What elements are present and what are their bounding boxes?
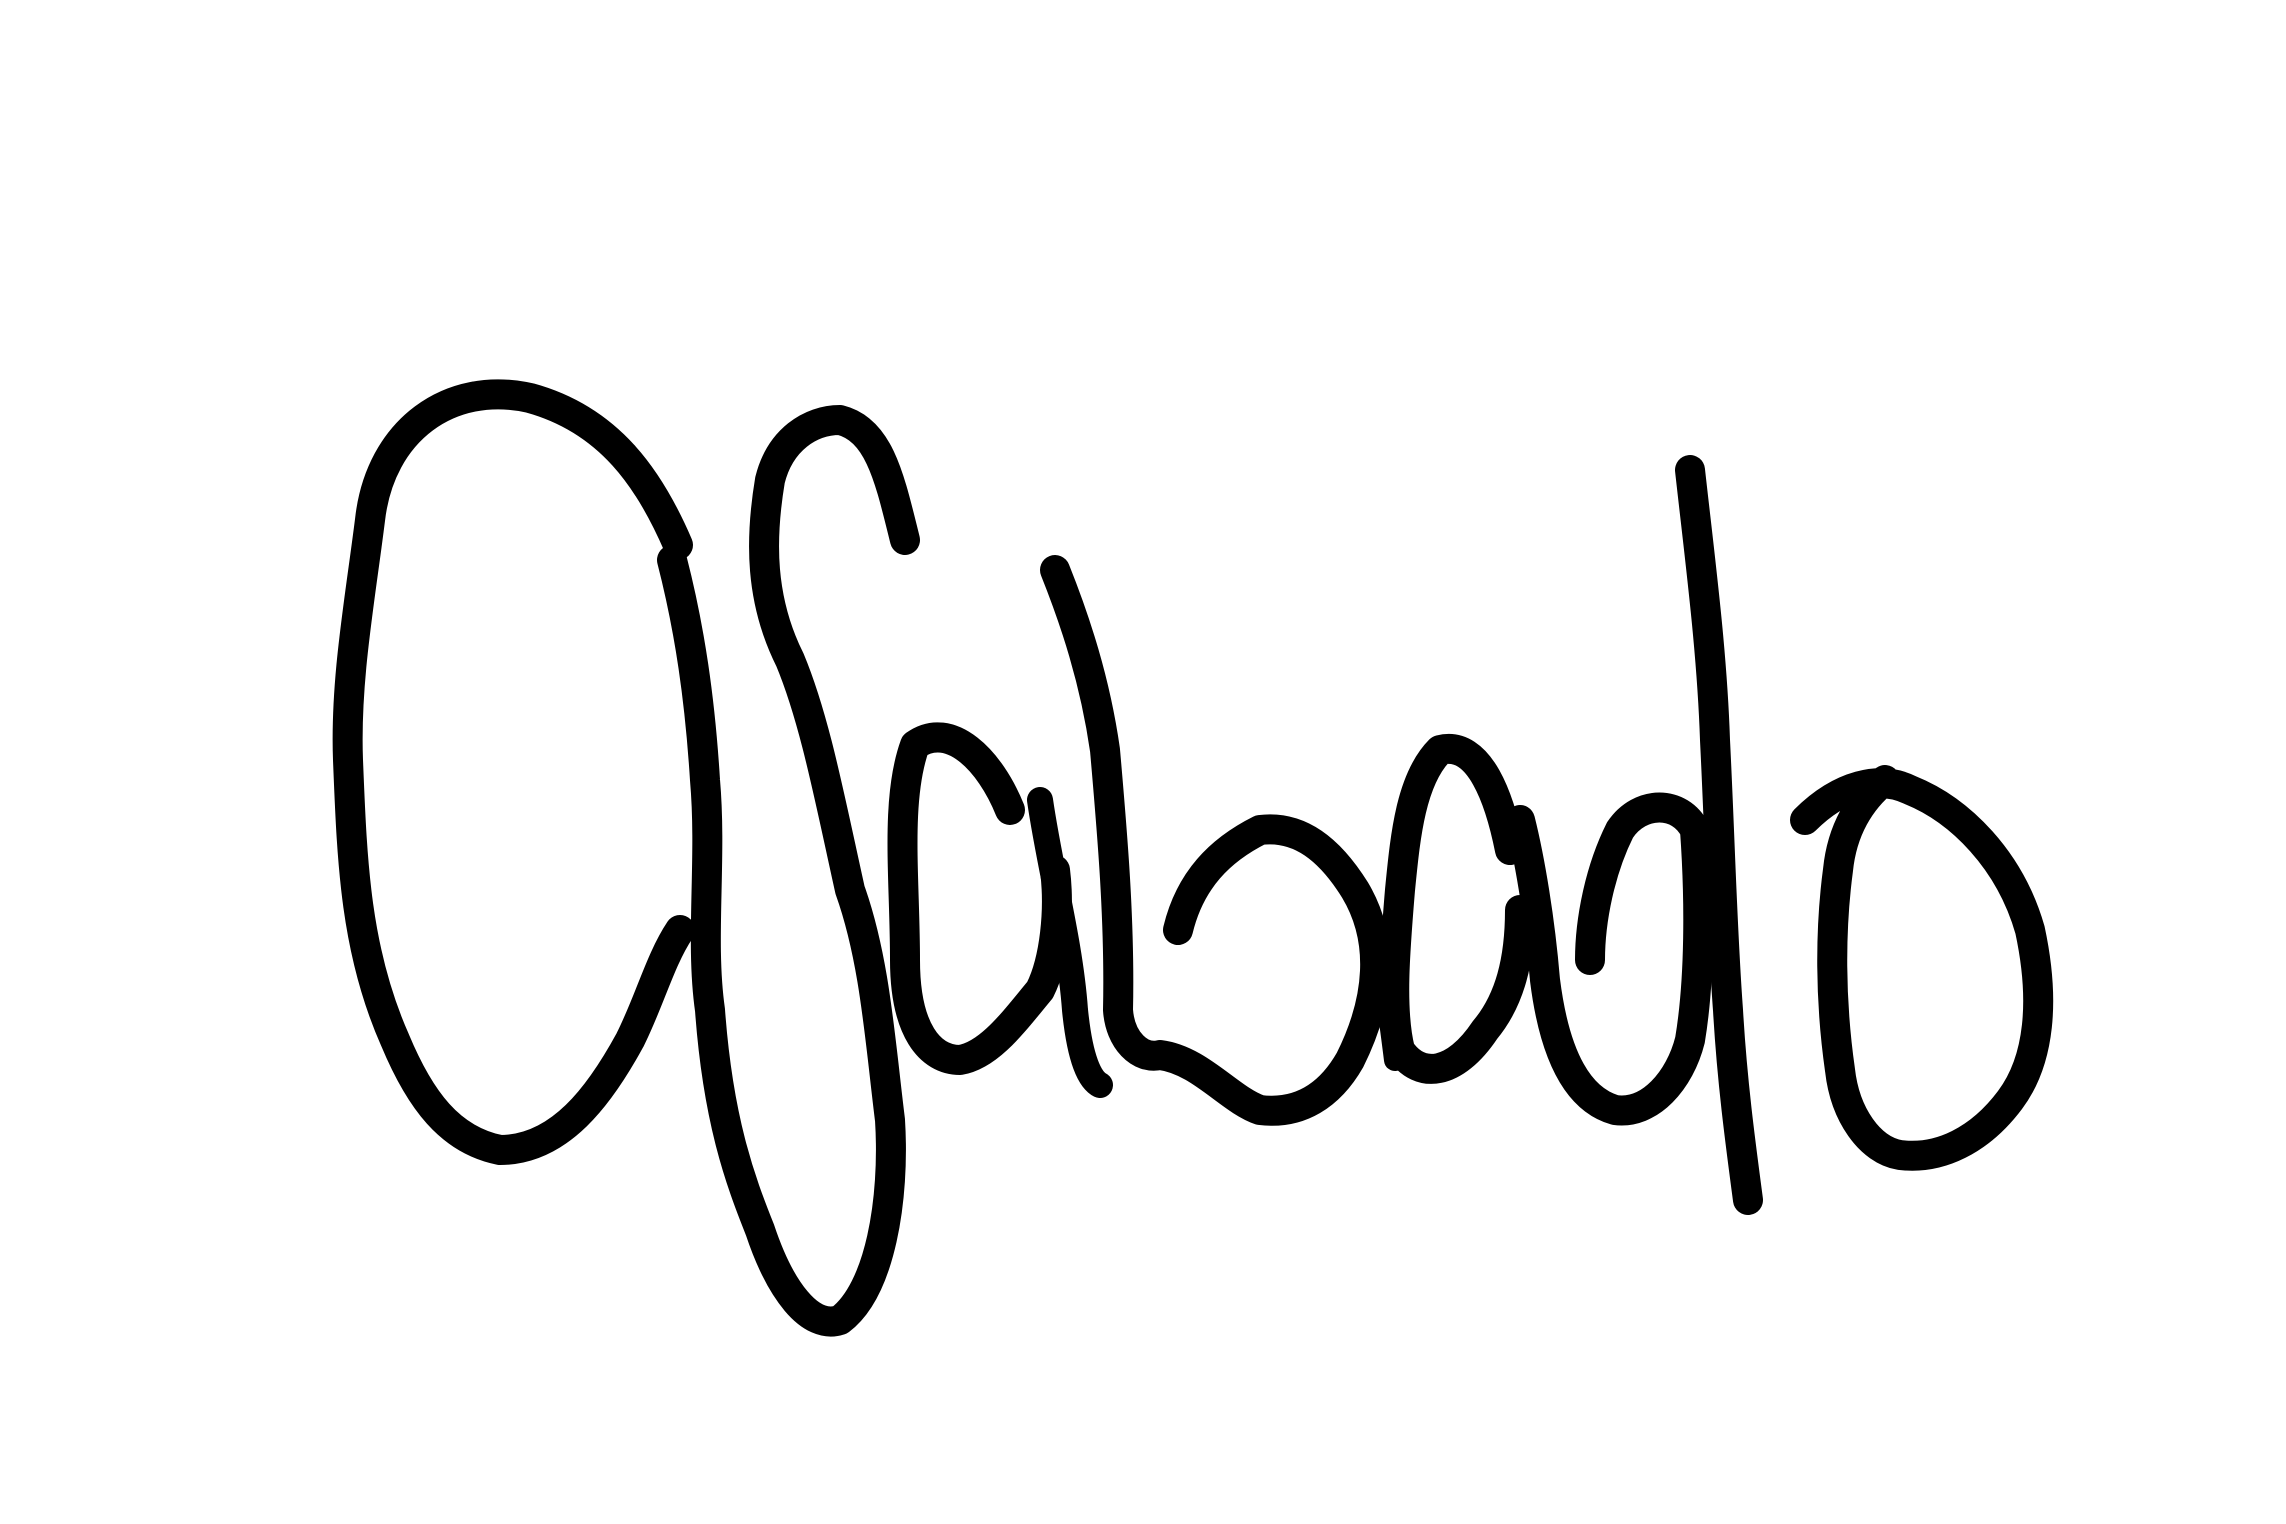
signature-stroke-o-loop (348, 394, 680, 1150)
signature-stroke-o-final (1805, 780, 2038, 1156)
signature-stroke-a-second (1394, 749, 1520, 1069)
signature-stroke-a-first (903, 737, 1057, 1060)
signature-stroke-b (1055, 570, 1375, 1111)
signature-stroke-j-descender (672, 420, 905, 1322)
signature-stroke-d (1520, 808, 1698, 1111)
